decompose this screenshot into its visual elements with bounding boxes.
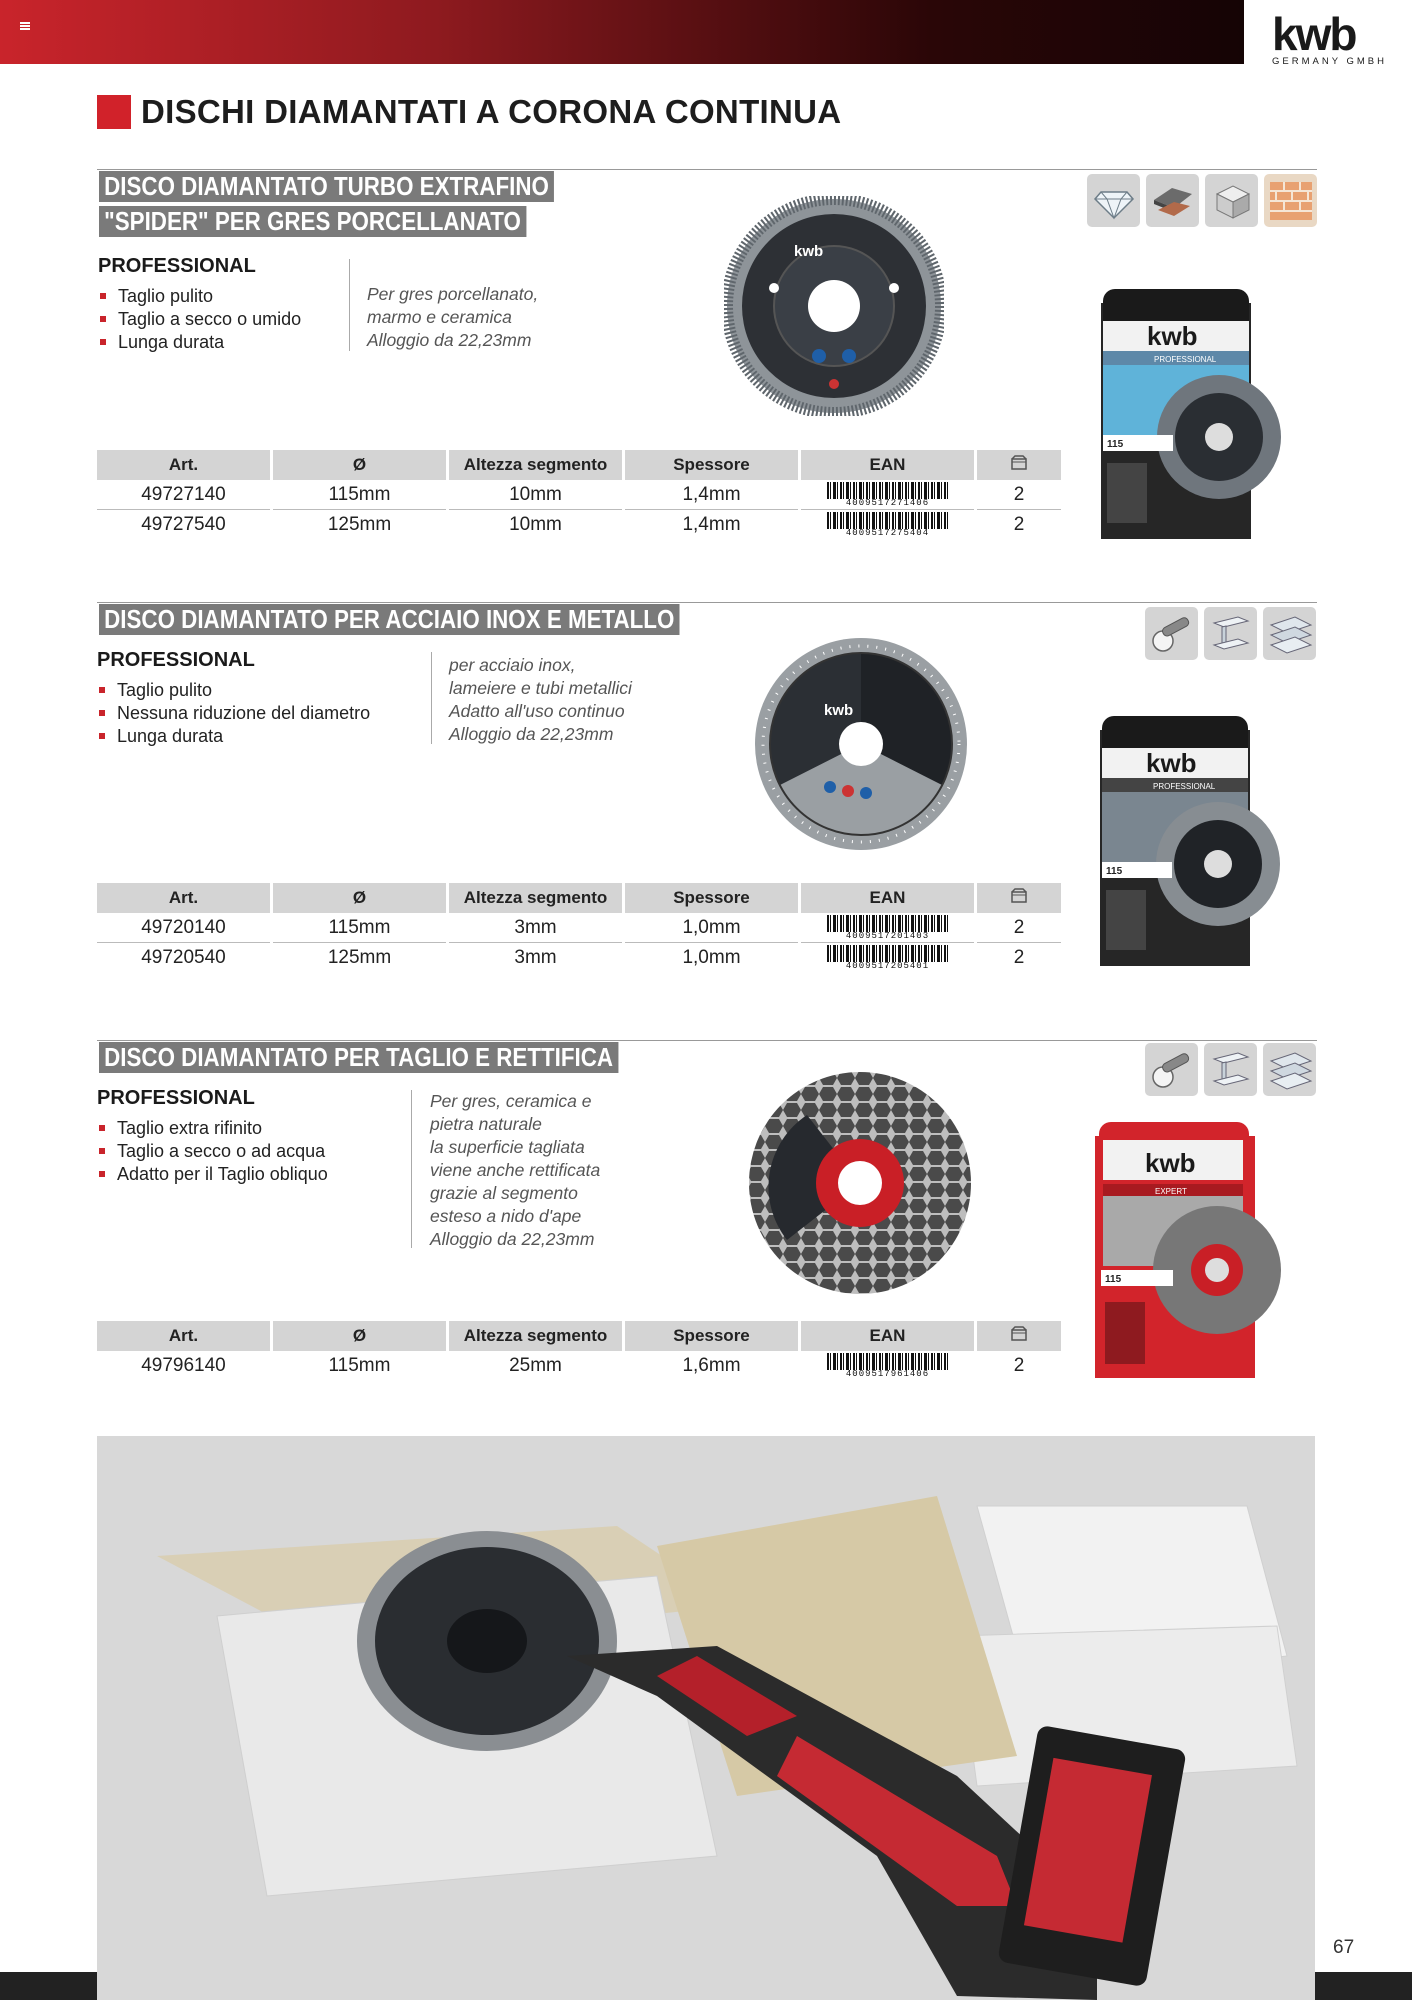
material-icons [1145,1043,1316,1096]
diameter-cell: 125mm [327,947,392,968]
col-ean: EAN [801,1321,974,1351]
description-line: pietra naturale [430,1114,542,1134]
product-section-1 [97,169,1317,549]
section-title-line-1: DISCO DIAMANTATO PER TAGLIO E RETTIFICA [99,1042,618,1073]
steel-beam-icon [1204,607,1257,660]
footer-bar-right [1315,1972,1412,2000]
page-heading [97,94,841,130]
material-icons [1087,174,1317,227]
thickness-cell: 1,4mm [682,514,741,535]
steel-beam-icon [1204,1043,1257,1096]
col-qty [977,1321,1061,1351]
angle-grinder-icon [1145,1043,1198,1096]
page-title: DISCHI DIAMANTATI A CORONA CONTINUA [141,93,842,130]
col-ean: EAN [801,883,974,913]
qty-cell: 2 [1013,1355,1025,1376]
art-cell: 49796140 [141,1355,226,1376]
divider [411,1090,412,1248]
diamond-icon [1087,174,1140,227]
ean-cell [801,913,974,943]
art-cell: 49720140 [97,913,270,943]
inox-disc-image [752,635,970,853]
brand-sub: GERMANY GMBH [1272,56,1388,67]
col-segment-height: Altezza segmento [449,1321,622,1351]
segment-height-cell: 3mm [514,947,557,968]
ean-digits: 4009517201403 [845,930,930,941]
stone-block-icon [1205,174,1258,227]
metal-sheet-icon [1263,1043,1316,1096]
package-icon [1010,888,1028,904]
divider [349,259,350,351]
description-line: marmo e ceramica [367,307,512,327]
description-line: la superficie tagliata [430,1137,585,1157]
description-line: Alloggio da 22,23mm [449,724,614,744]
col-diameter: Ø [273,883,446,913]
barcode [827,482,949,508]
grade-label: PROFESSIONAL [97,649,255,671]
section-title [99,171,628,241]
col-thickness: Spessore [625,883,798,913]
ean-cell [801,943,974,973]
tile-icon [1146,174,1199,227]
segment-height-cell: 3mm [449,913,622,943]
description-line: Adatto all'uso continuo [449,701,625,721]
col-diameter: Ø [273,450,446,480]
col-qty [977,883,1061,913]
feature-item: Taglio extra rifinito [97,1117,328,1140]
section-title-line-1: DISCO DIAMANTATO TURBO EXTRAFINO [99,171,554,202]
art-cell: 49727140 [97,480,270,510]
pack-size-tag: 115 [1105,1274,1122,1285]
table-row [97,510,1061,540]
packaging-image [1093,1120,1289,1382]
col-art: Art. [97,883,270,913]
segment-height-cell: 25mm [509,1355,562,1376]
footer-bar-left [0,1972,97,2000]
feature-item: Taglio a secco o ad acqua [97,1140,328,1163]
art-cell: 49727540 [141,514,226,535]
description-line: Alloggio da 22,23mm [367,330,532,350]
feature-list [97,1117,328,1186]
description-line: per acciaio inox, [449,655,576,675]
section-rule [97,602,1317,603]
divider [431,652,432,744]
barcode [827,945,949,971]
description [430,1090,600,1251]
feature-list [98,285,301,354]
ean-digits: 4009517961406 [845,1369,930,1379]
ean-digits: 4009517205401 [845,961,930,971]
package-icon [1010,1326,1028,1342]
table-row [97,913,1061,943]
col-segment-height: Altezza segmento [449,450,622,480]
pack-label: PROFESSIONAL [1154,355,1217,364]
pack-size-tag: 115 [1106,866,1123,877]
section-title [99,604,774,639]
brick-wall-icon [1264,174,1317,227]
grade-label: PROFESSIONAL [97,1087,255,1109]
material-icons [1145,607,1316,660]
thickness-cell: 1,0mm [682,947,741,968]
packaging-image [1098,714,1288,970]
product-section-3 [97,1040,1317,1390]
col-art: Art. [97,1321,270,1351]
page-number: 67 [1333,1937,1355,1958]
barcode [827,1353,949,1379]
pack-label: PROFESSIONAL [1153,782,1216,791]
metal-sheet-icon [1263,607,1316,660]
description-line: grazie al segmento [430,1183,578,1203]
svg-text:kwb: kwb [1147,321,1198,351]
description [367,283,538,352]
description-line: Per gres, ceramica e [430,1091,592,1111]
svg-text:kwb: kwb [824,702,854,719]
table-row [97,480,1061,510]
col-segment-height: Altezza segmento [449,883,622,913]
feature-item: Taglio a secco o umido [98,308,301,331]
svg-text:kwb: kwb [1146,748,1197,778]
ean-cell [801,510,974,540]
brand-logo [1272,8,1396,68]
product-section-2 [97,602,1317,982]
diameter-cell: 115mm [273,480,446,510]
turbo-disc-image [724,196,944,416]
qty-cell: 2 [1013,947,1025,968]
qty-cell: 2 [977,480,1061,510]
svg-text:kwb: kwb [1145,1148,1196,1178]
header-bar [0,0,1244,64]
ean-cell [801,480,974,510]
spec-table [94,450,1064,540]
ean-digits: 4009517271406 [845,497,930,508]
qty-cell: 2 [1013,514,1025,535]
segment-height-cell: 10mm [449,480,622,510]
ean-cell [801,1351,974,1381]
description-line: viene anche rettificata [430,1160,601,1180]
col-ean: EAN [801,450,974,480]
feature-item: Lunga durata [98,331,301,354]
package-icon [1010,455,1028,471]
svg-text:kwb: kwb [794,243,824,260]
col-thickness: Spessore [625,1321,798,1351]
thickness-cell: 1,6mm [682,1355,741,1376]
table-row [97,943,1061,973]
honeycomb-disc-image [747,1070,973,1296]
description-line: Per gres porcellanato, [367,284,539,304]
ean-digits: 4009517275404 [845,528,930,538]
packaging-image [1099,287,1287,543]
diameter-cell: 125mm [327,514,392,535]
section-title-line-1: DISCO DIAMANTATO PER ACCIAIO INOX E METALLO [99,604,680,635]
diameter-cell: 115mm [328,1355,391,1376]
section-rule [97,169,1317,170]
description [449,654,632,746]
angle-grinder-icon [1145,607,1198,660]
feature-item: Taglio pulito [97,679,370,702]
pack-label: EXPERT [1155,1187,1187,1196]
art-cell: 49720540 [141,947,226,968]
hamburger-icon[interactable] [20,22,30,30]
spec-table [94,883,1064,973]
brand-name: kwb [1272,8,1356,60]
feature-item: Nessuna riduzione del diametro [97,702,370,725]
feature-item: Adatto per il Taglio obliquo [97,1163,328,1186]
description-line: esteso a nido d'ape [430,1206,582,1226]
feature-list [97,679,370,748]
segment-height-cell: 10mm [509,514,562,535]
description-line: Alloggio da 22,23mm [430,1229,595,1249]
section-title [99,1042,703,1077]
pack-size-tag: 115 [1107,439,1124,450]
table-row [97,1351,1061,1381]
section-title-line-2: "SPIDER" PER GRES PORCELLANATO [99,206,526,237]
col-qty [977,450,1061,480]
feature-item: Taglio pulito [98,285,301,308]
diameter-cell: 115mm [273,913,446,943]
barcode [827,915,949,941]
thickness-cell: 1,4mm [625,480,798,510]
section-rule [97,1040,1317,1041]
qty-cell: 2 [977,913,1061,943]
col-thickness: Spessore [625,450,798,480]
col-art: Art. [97,450,270,480]
feature-item: Lunga durata [97,725,370,748]
barcode [827,512,949,538]
angle-grinder-photo [97,1436,1315,2000]
heading-marker [97,95,131,129]
description-line: lameiere e tubi metallici [449,678,632,698]
spec-table [94,1321,1064,1381]
grade-label: PROFESSIONAL [98,255,256,277]
col-diameter: Ø [273,1321,446,1351]
hero-photo [97,1436,1315,2000]
thickness-cell: 1,0mm [625,913,798,943]
